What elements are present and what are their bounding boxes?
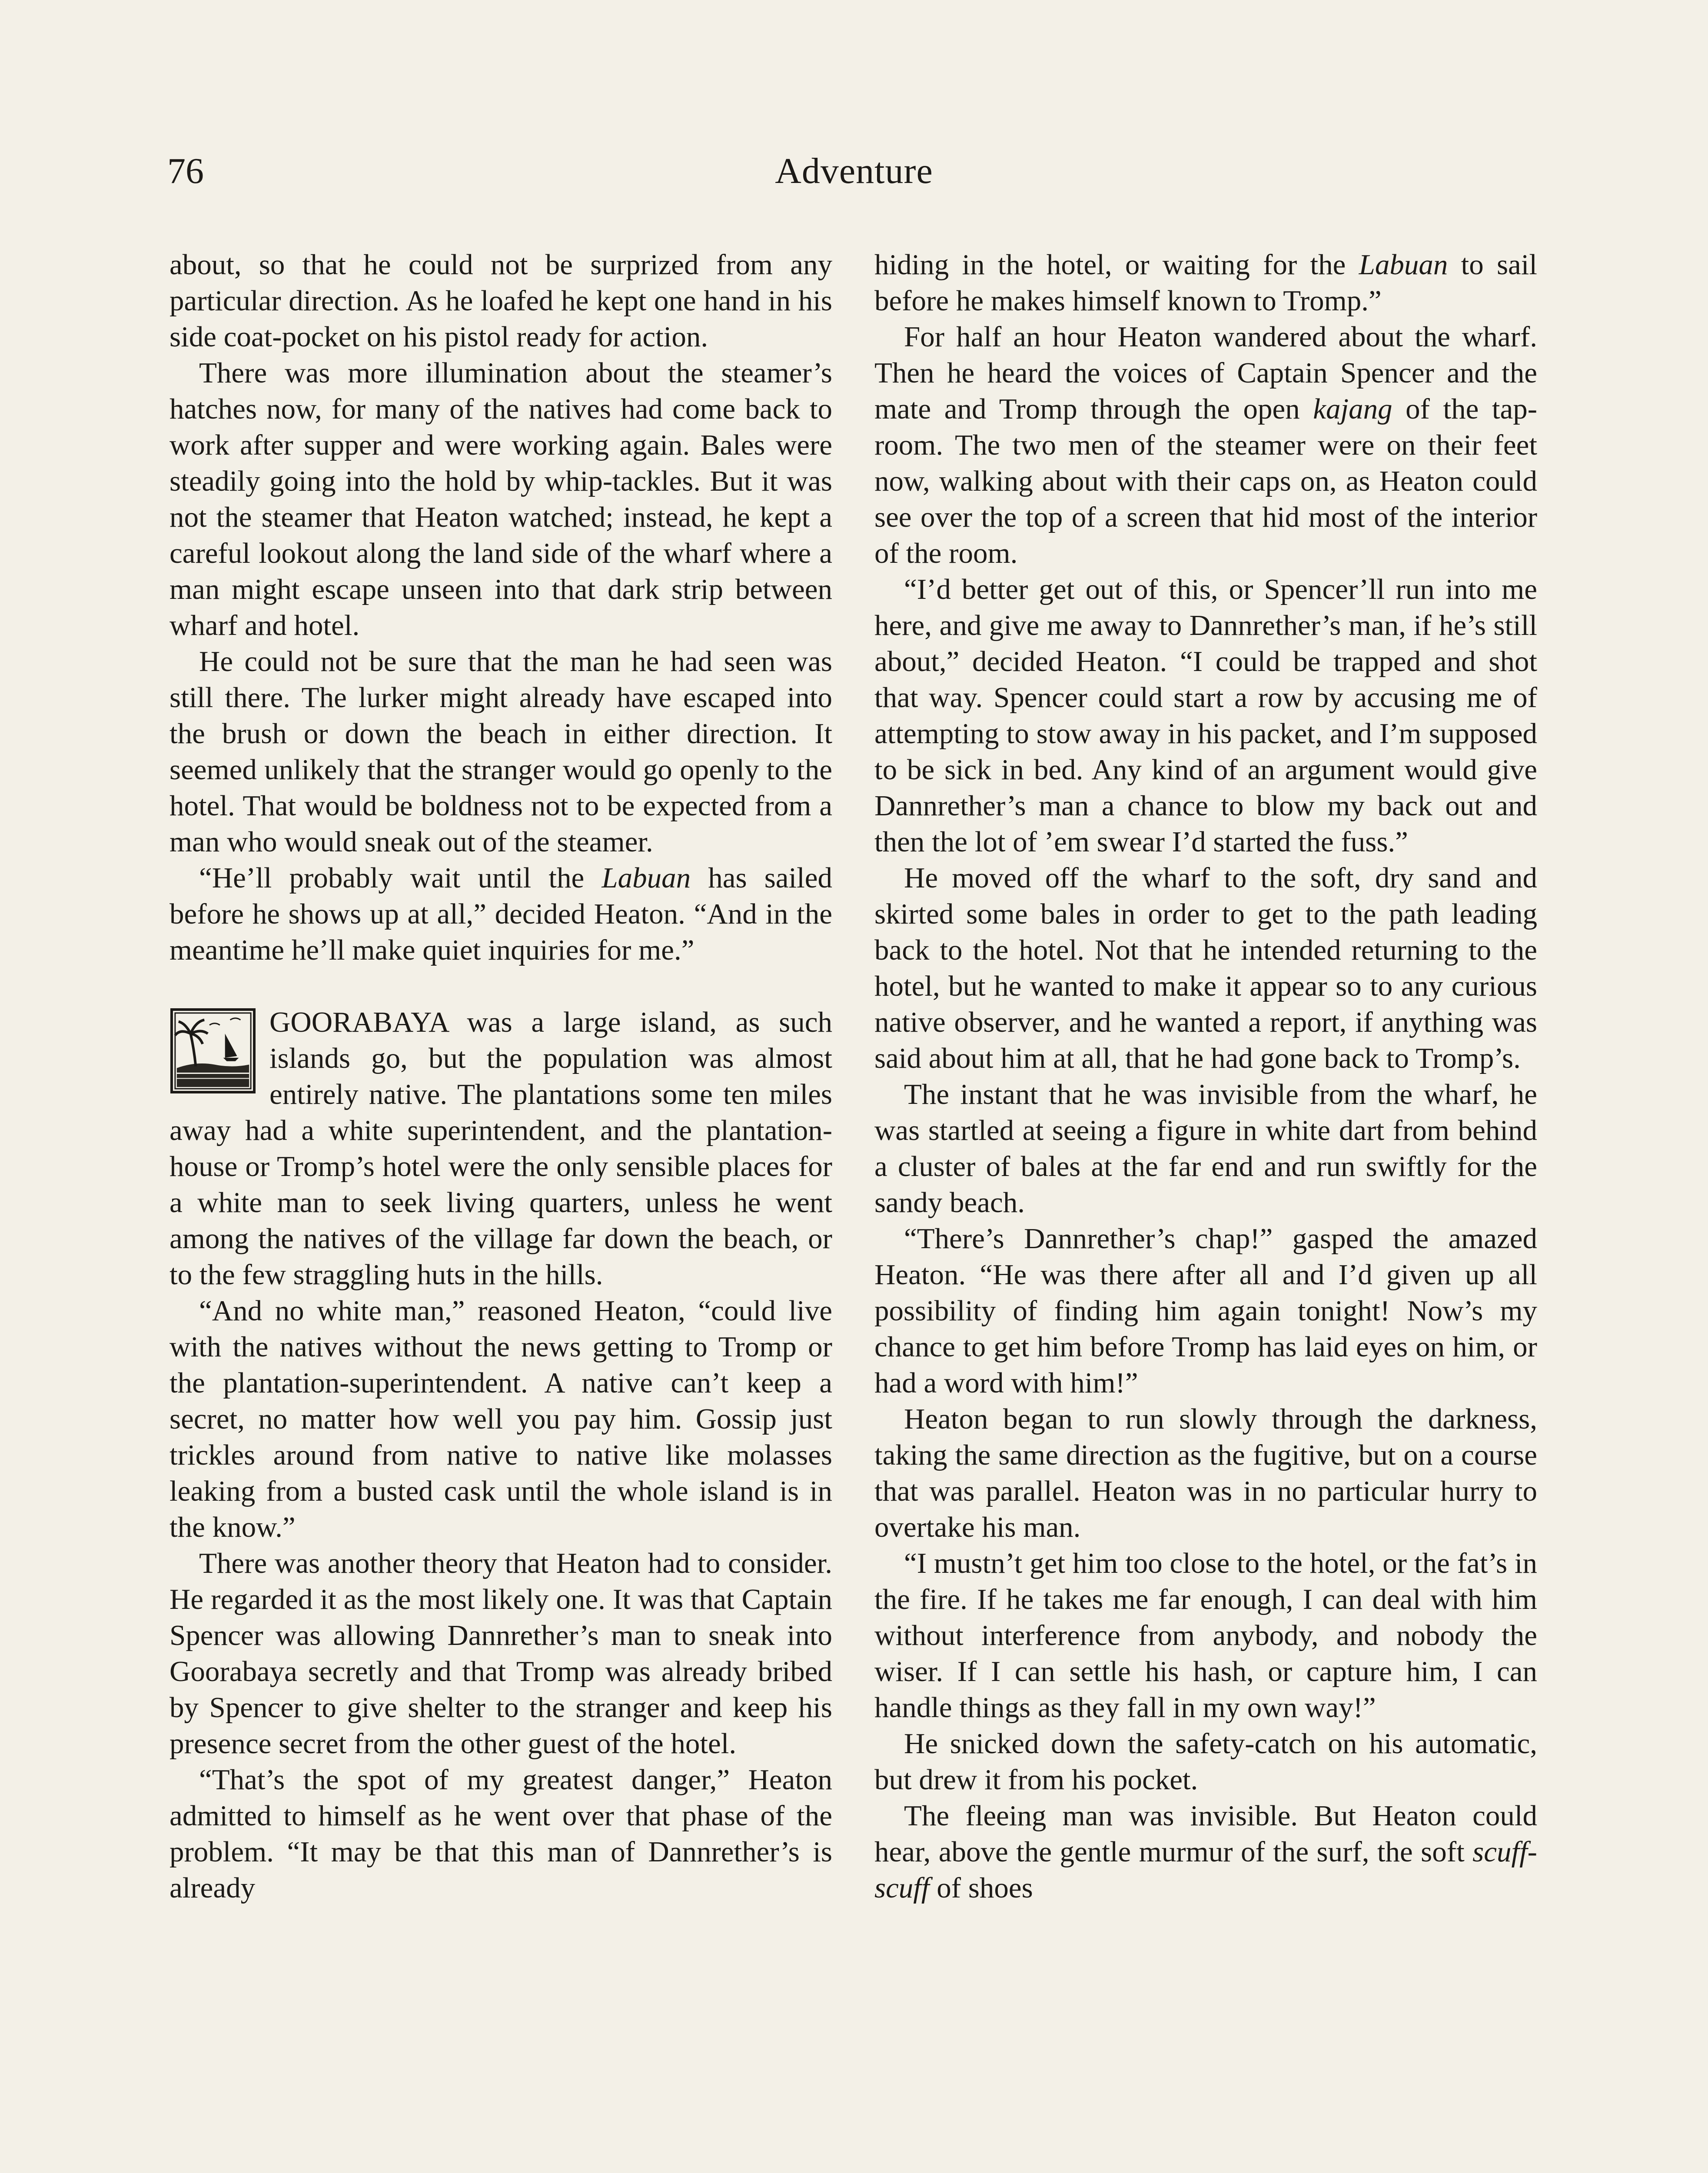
right-paragraph-6: “There’s Dannrether’s chap!” gasped the amazed Heaton. “He was there after all and I’d given up all possibility of finding him again tonight! Now’s my chance to get him before Tromp has laid eyes on him, or had a word with him!” [874,1223,1537,1399]
right-paragraph-5: The instant that he was invisible from the wharf, he was startled at seeing a figure in white dart from behind a cluster of bales at the far end and run swiftly for the sandy beach. [874,1078,1537,1219]
left-column [169,247,832,1906]
left-paragraph-8: “That’s the spot of my greatest danger,” Heaton admitted to himself as he went over that phase of the problem. “It may be that this man of Dannrether’s is already [169,1764,832,1904]
left-paragraph-1: about, so that he could not be surprized from any particular direction. As he loafed he kept one hand in his side coat-pocket on his pistol ready for action. [169,249,832,353]
italic-term: scuff-scuff [874,1836,1537,1904]
running-head: Adventure [775,151,933,191]
paragraph-text: The fleeing man was invisible. But Heaton could hear, above the gentle murmur of the surf, the soft [874,1800,1537,1868]
right-paragraph-3: “I’d better get out of this, or Spencer’ll run into me here, and give me away to Dannrether’s man, if he’s still about,” decided Heaton. “I could be trapped and shot that way. Spencer could start a row by accusing me of attempting to stow away in his packet, and I’m supposed to be sick in bed. Any kind of an argument would give Dannrether’s man a chance to blow my back out and then the lot of ’em swear I’d started the fuss.” [874,573,1537,858]
left-paragraph-3: He could not be sure that the man he had seen was still there. The lurker might already have escaped into the brush or down the beach in either direction. It seemed unlikely that the stranger would go openly to the hotel. That would be boldness not to be expected from a man who would sneak out of the steamer. [169,645,832,858]
right-paragraph-1 [874,247,1537,319]
island-palm-sailboat-icon [169,1008,256,1094]
left-paragraph-4 [169,860,832,968]
paragraph-text: For half an hour Heaton wandered about the wharf. Then he heard the voices of Captain Spencer and the mate and Tromp through the open [874,321,1537,425]
left-paragraph-6: “And no white man,” reasoned Heaton, “could live with the natives without the news getting to Tromp or the plantation-superintendent. A native can’t keep a secret, no matter how well you pay him. Gossip just trickles around from native to native like molasses leaking from a busted cask until the whole island is in the know.” [169,1295,832,1543]
left-paragraph-2: There was more illumination about the steamer’s hatches now, for many of the natives had come back to work after supper and were working again. Bales were steadily going into the hold by whip-tackles. But it was not the steamer that Heaton watched; instead, he kept a careful lookout along the land side of the wharf where a man might escape unseen into that dark strip between wharf and hotel. [169,357,832,641]
italic-term: kajang [1313,393,1392,425]
right-paragraph-4: He moved off the wharf to the soft, dry sand and skirted some bales in order to get to the path leading back to the hotel. Not that he intended returning to the hotel, but he wanted to make it appear so to any curious native observer, and he wanted a report, if anything was said about him at all, that he had gone back to Tromp’s. [874,862,1537,1074]
ship-name: Labuan [601,862,691,894]
paragraph-text: has sailed before he shows up at all,” decided Heaton. “And in the meantime he’ll make quiet inquiries for me.” [169,862,832,966]
right-paragraph-8: “I mustn’t get him too close to the hotel, or the fat’s in the fire. If he takes me far enough, I can deal with him without interference from anybody, and nobody the wiser. If I can settle his hash, or capture him, I can handle things as they fall in my own way!” [874,1547,1537,1724]
left-paragraph-7: There was another theory that Heaton had to consider. He regarded it as the most likely one. It was that Captain Spencer was allowing Dannrether’s man to sneak into Goorabaya secretly and that Tromp was already bribed by Spencer to give shelter to the stranger and keep his presence secret from the other guest of the hotel. [169,1547,832,1760]
right-paragraph-2 [874,319,1537,571]
right-paragraph-9: He snicked down the safety-catch on his automatic, but drew it from his pocket. [874,1728,1537,1796]
page-number: 76 [167,151,204,191]
paragraph-text: of the tap-room. The two men of the steamer were on their feet now, walking about with their caps on, as Heaton could see over the top of a screen that hid most of the interior of the room. [874,393,1538,569]
right-column [874,247,1537,1906]
ship-name: Labuan [1359,249,1448,281]
right-paragraph-10 [874,1798,1537,1906]
paragraph-text: of shoes [929,1872,1033,1904]
paragraph-text: to sail before he makes himself known to Tromp.” [874,249,1537,317]
right-paragraph-7: Heaton began to run slowly through the darkness, taking the same direction as the fugitive, but on a course that was parallel. Heaton was in no particular hurry to overtake his man. [874,1403,1537,1543]
paragraph-text: hiding in the hotel, or waiting for the [874,249,1359,281]
paragraph-text: GOORABAYA was a large island, as such islands go, but the population was almost entirely native. The plantations some ten miles away had a white superintendent, and the plantation-house or Tromp’s hotel were the only sensible places for a white man to seek living quarters, unless he went among the natives of the village far down the beach, or to the few straggling huts in the hills. [169,1006,832,1291]
paragraph-text: “He’ll probably wait until the [199,862,602,894]
left-paragraph-5 [169,1004,832,1293]
